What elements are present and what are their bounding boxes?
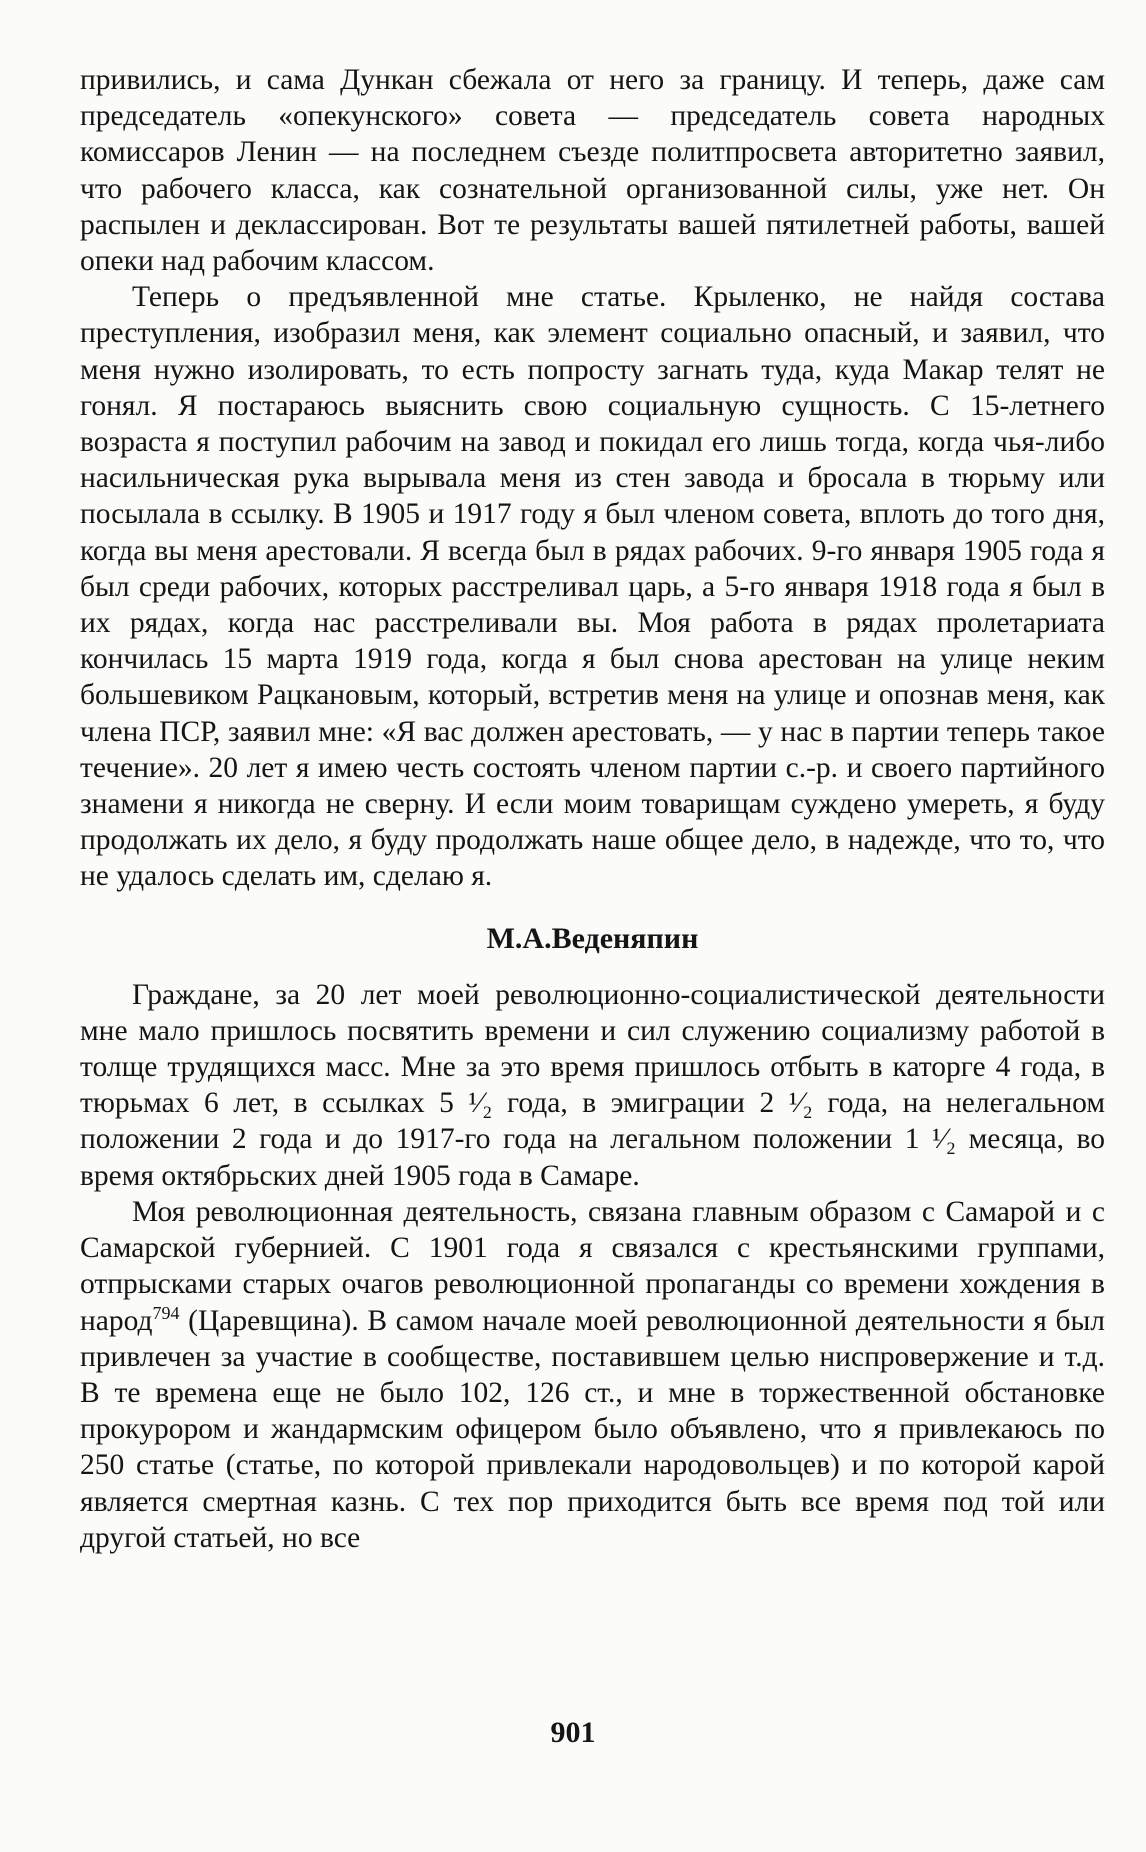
paragraph-vedenyapin-intro <box>80 977 1105 1194</box>
paragraph-statement: Теперь о предъявленной мне статье. Крыленко, не найдя состава преступления, изобразил меня, как элемент социально опасный, и заявил, что меня нужно изолировать, то есть попросту загнать туда, куда Макар телят не гонял. Я постараюсь выяснить свою социальную сущность. С 15-летнего возраста я поступил рабочим на завод и покидал его лишь тогда, когда чья-либо насильническая рука вырывала меня из стен завода и бросала в тюрьму или посылала в ссылку. В 1905 и 1917 году я был членом совета, вплоть до того дня, когда вы меня арестовали. Я всегда был в рядах рабочих. 9-го января 1905 года я был среди рабочих, которых расстреливал царь, а 5-го января 1918 года я был в их рядах, когда нас расстреливали вы. Моя работа в рядах пролетариата кончилась 15 марта 1919 года, когда я был снова арестован на улице неким большевиком Рацкановым, который, встретив меня на улице и опознав меня, как члена ПСР, заявил мне: «Я вас должен арестовать, — у нас в партии теперь такое течение». 20 лет я имею честь состоять членом партии с.-р. и своего партийного знамени я никогда не сверну. И если моим товарищам суждено умереть, я буду продолжать их дело, я буду продолжать наше общее дело, в надежде, что то, что не удалось сделать им, сделаю я. <box>80 281 1105 893</box>
section-heading: М.А.Веденяпин <box>486 921 699 955</box>
paragraph-vedenyapin-activity <box>80 1194 1105 1556</box>
text-run: Моя революционная деятельность, связана главным образом с Самарой и с Самарской губернией. С 1901 года я связался с крестьянскими группами, отпрысками старых очагов революционной пропаганды со времени хождения в народ <box>80 1195 1105 1337</box>
text-run: года, в эмиграции 2 <box>492 1087 789 1120</box>
paragraph-continued: привились, и сама Дункан сбежала от него за границу. И теперь, даже сам председатель «опекунского» совета — председатель совета народных комиссаров Ленин — на последнем съезде политпросвета авторитетно заявил, что рабочего класса, как сознательной организованной силы, уже нет. Он распылен и деклассирован. Вот те результаты вашей пятилетней работы, вашей опеки над рабочим классом. <box>80 64 1105 278</box>
footnote-reference: 794 <box>152 1302 180 1323</box>
fraction: ¹⁄₂ <box>932 1123 957 1156</box>
page-number: 901 <box>550 1716 596 1749</box>
fraction: ¹⁄₂ <box>788 1087 813 1120</box>
page-body-text <box>80 62 1105 1556</box>
text-run: месяца, во время октябрьских дней 1905 года в Самаре. <box>80 1123 1105 1192</box>
text-run: (Царевщина). В самом начале моей революционной деятельности я был привлечен за участие в сообществе, поставившем целью ниспровержение и т.д. В те времена еще не было 102, 126 ст., и мне в торжественной обстановке прокурором и жандармским офицером было объявлено, что я привлекаюсь по 250 статье (статье, по которой привлекали народовольцев) и по которой карой является смертная казнь. С тех пор приходится быть все время под той или другой статьей, но все <box>80 1304 1105 1554</box>
fraction: ¹⁄₂ <box>468 1087 493 1120</box>
text-run: Граждане, за 20 лет моей революционно-социалистической деятельности мне мало пришлось посвятить времени и сил служению социализму работой в толще трудящихся масс. Мне за это время пришлось отбыть в каторге 4 года, в тюрьмах 6 лет, в ссылках 5 <box>80 978 1105 1120</box>
text-run: года, на нелегальном положении 2 года и до 1917-го года на легальном положении 1 <box>80 1087 1105 1156</box>
